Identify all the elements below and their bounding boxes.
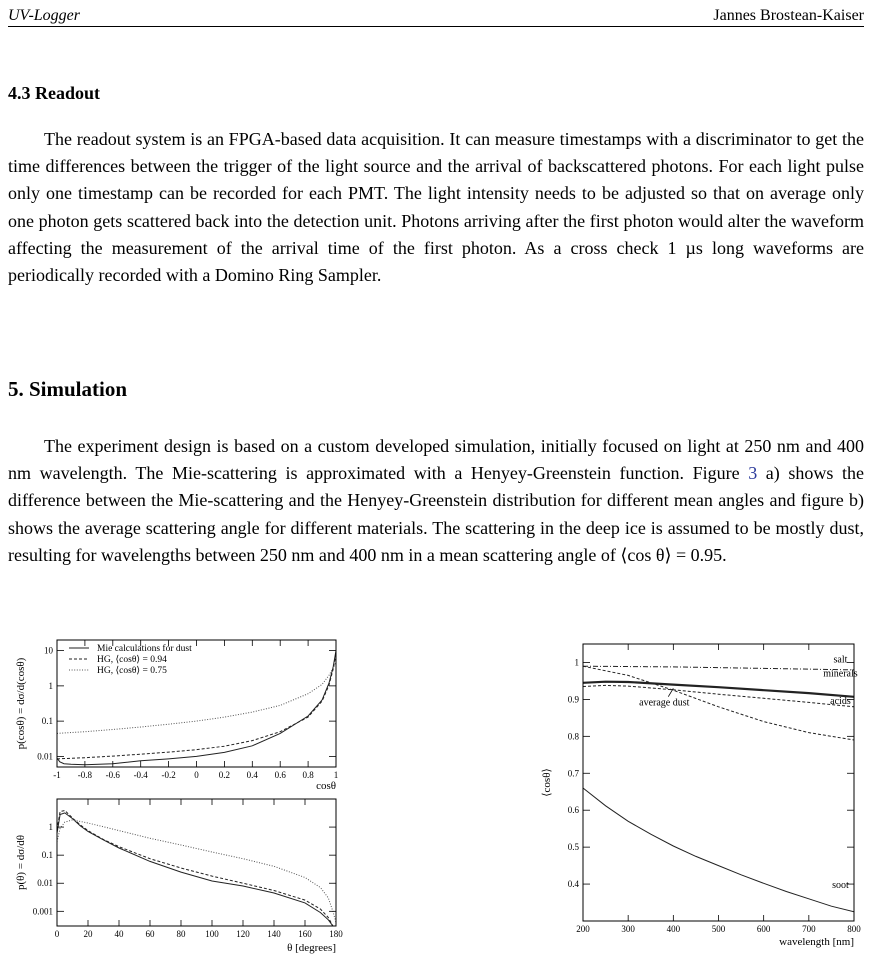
x-tick-label-2: 40	[114, 929, 124, 939]
y-tick-label-2: 1	[48, 680, 53, 691]
section-heading-readout: 4.3 Readout	[8, 83, 101, 103]
x-axis-label: θ [degrees]	[287, 942, 336, 954]
series-label-4: soot	[832, 879, 849, 891]
x-tick-label-0: -1	[53, 770, 61, 780]
y-tick-label-1: 0.5	[567, 842, 579, 853]
header-title: UV-Logger	[8, 7, 80, 24]
x-tick-label-7: 140	[267, 929, 281, 939]
simulation-text-part2: a) shows the difference between the Mie-scattering and the Henyey-Greenstein distribution for different mean angles and figure b) shows the average scattering angle for different materials. The scattering in the deep ice is assumed to be mostly dust, resulting for wavelengths between 250 nm and 400 nm in a mean scattering angle of ⟨cos θ⟩ = 0.95.	[8, 463, 865, 565]
simulation-paragraph	[8, 433, 864, 569]
x-tick-label-8: 0.6	[274, 770, 286, 780]
legend-entry-0: Mie calculations for dust	[97, 644, 192, 654]
y-tick-label-5: 0.9	[567, 694, 579, 705]
running-header	[8, 4, 864, 27]
x-tick-label-8: 160	[298, 929, 312, 939]
legend-entry-1: HG, ⟨cosθ⟩ = 0.94	[97, 655, 167, 665]
plot-frame	[57, 799, 336, 926]
x-tick-label-3: 60	[145, 929, 155, 939]
series-label-1: minerals	[823, 668, 858, 680]
figure-reference-link[interactable]: 3	[748, 463, 758, 484]
x-tick-label-0: 0	[54, 929, 60, 939]
annotation-label-0: average dust	[639, 697, 690, 709]
series-label-0: salt	[833, 654, 848, 666]
y-axis-label: ⟨cosθ⟩	[541, 768, 553, 797]
section-heading-simulation: 5. Simulation	[8, 377, 128, 401]
y-tick-label-3: 0.7	[567, 768, 579, 779]
header-author: Jannes Brostean-Kaiser	[713, 7, 864, 24]
chart-angular-theta	[0, 795, 350, 960]
series-line-4	[583, 788, 854, 912]
x-tick-label-4: 80	[176, 929, 186, 939]
y-tick-label-2: 0.6	[567, 805, 579, 816]
x-tick-label-4: -0.2	[161, 770, 176, 780]
series-label-3: acids	[830, 695, 851, 707]
readout-paragraph	[8, 126, 864, 289]
chart-angular-cos	[0, 635, 350, 795]
x-tick-label-0: 200	[576, 924, 590, 934]
y-tick-label-6: 1	[574, 657, 579, 668]
x-tick-label-9: 180	[329, 929, 343, 939]
series-line-2	[583, 685, 854, 706]
x-tick-label-6: 120	[236, 929, 250, 939]
x-tick-label-7: 0.4	[246, 770, 258, 780]
y-tick-label-3: 10	[44, 645, 53, 656]
x-tick-label-2: -0.6	[105, 770, 120, 780]
x-tick-label-5: 0	[194, 770, 199, 780]
series-line-0	[583, 666, 854, 670]
x-tick-label-3: -0.4	[133, 770, 148, 780]
readout-text: The readout system is an FPGA-based data acquisition. It can measure timestamps with a discriminator to get the time differences between the trigger of the light source and the arrival of backscattered photons. For each light pulse only one timestamp can be recorded for each PMT. The light intensity needs to be adjusted so that on average only one photon gets scattered back into the detection unit. Photons arriving after the first photon would alter the waveform affecting the measurement of the arrival time of the first photon. As a cross check 1 µs long waveforms are periodically recorded with a Domino Ring Sampler.	[8, 129, 864, 286]
x-axis-label: wavelength [nm]	[779, 936, 854, 948]
chart-mean-cos-wavelength	[530, 637, 872, 955]
y-tick-label-1: 0.1	[41, 716, 53, 727]
x-tick-label-1: 300	[621, 924, 635, 934]
y-axis-label: p(θ) = dσ/dθ	[15, 834, 27, 891]
x-tick-label-3: 500	[711, 924, 726, 934]
y-tick-label-1: 0.01	[37, 878, 53, 889]
y-tick-label-0: 0.001	[32, 906, 53, 917]
x-tick-label-5: 100	[205, 929, 219, 939]
y-tick-label-2: 0.1	[41, 850, 53, 861]
simulation-text	[8, 433, 864, 569]
x-tick-label-4: 600	[756, 924, 771, 934]
x-tick-label-1: -0.8	[77, 770, 93, 780]
x-tick-label-6: 800	[847, 924, 861, 934]
x-tick-label-6: 0.2	[218, 770, 231, 780]
series-line-2	[57, 820, 336, 923]
y-tick-label-3: 1	[48, 822, 53, 833]
y-tick-label-4: 0.8	[567, 731, 579, 742]
y-axis-label: p(cosθ) = dσ/d(cosθ)	[15, 657, 27, 750]
x-tick-label-1: 20	[83, 929, 93, 939]
x-tick-label-9: 0.8	[302, 770, 314, 780]
y-tick-label-0: 0.01	[37, 751, 53, 762]
simulation-text-part1: The experiment design is based on a custom developed simulation, initially focused on light at 250 nm and 400 nm wavelength. The Mie-scattering is approximated with a Henyey-Greenstein function. Figure	[8, 436, 864, 484]
x-axis-label: cosθ	[316, 780, 336, 792]
x-tick-label-2: 400	[666, 924, 681, 934]
x-tick-label-10: 1	[333, 770, 339, 780]
x-tick-label-5: 700	[802, 924, 816, 934]
series-line-1	[57, 811, 336, 931]
y-tick-label-0: 0.4	[567, 879, 579, 890]
legend-entry-2: HG, ⟨cosθ⟩ = 0.75	[97, 666, 167, 676]
